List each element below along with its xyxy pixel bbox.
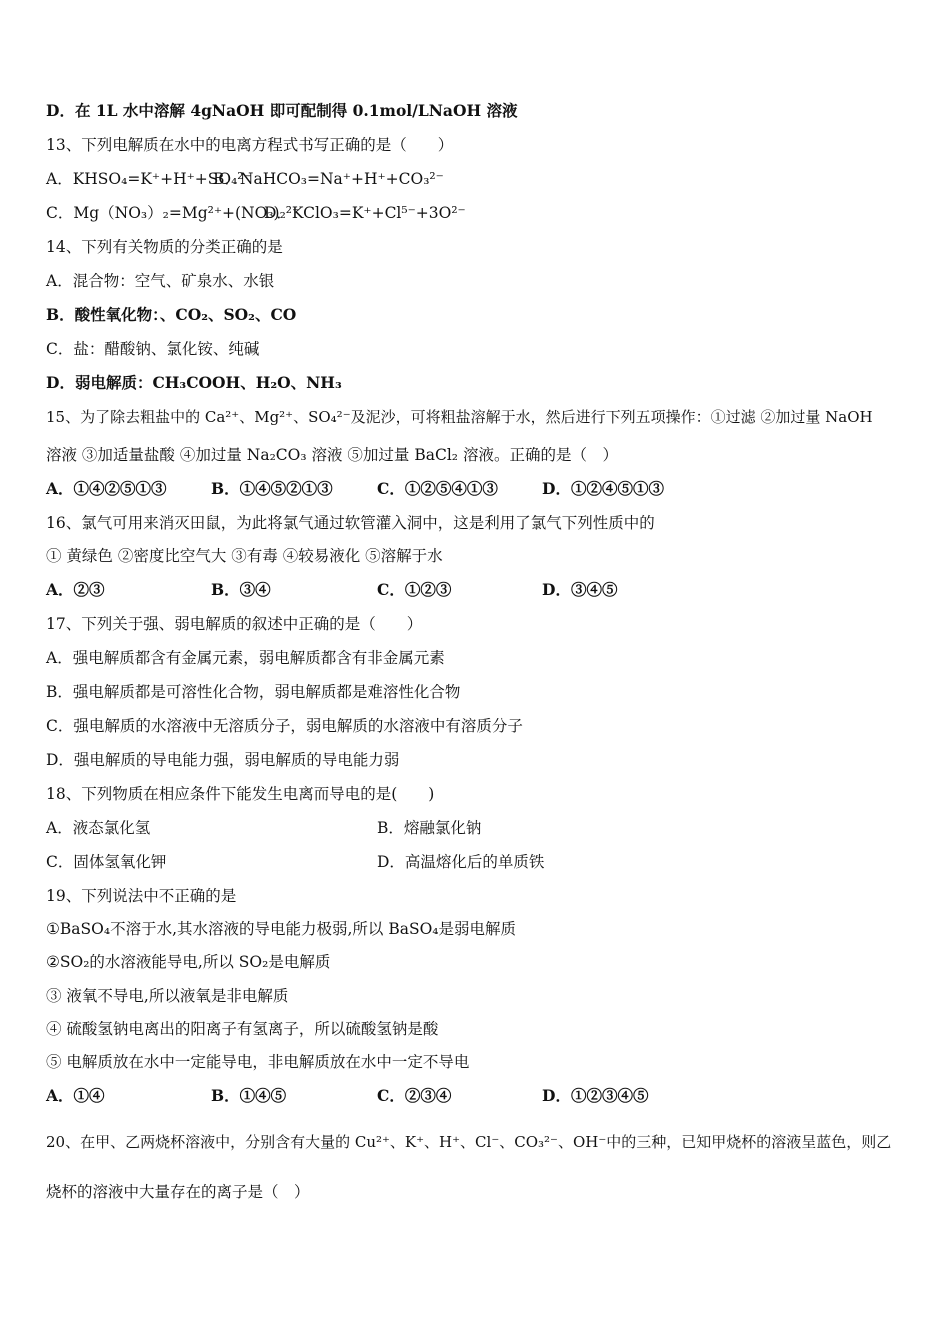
q19-option-b: B．①④⑤ — [211, 1086, 287, 1105]
q20-stem-line1: 20、在甲、乙两烧杯溶液中，分别含有大量的 Cu²⁺、K⁺、H⁺、Cl⁻、CO₃²⁻、OH⁻中的三种，已知甲烧杯的溶液呈蓝色，则乙 — [46, 1133, 892, 1151]
q13-option-b: B．NaHCO₃=Na⁺+H⁺+CO₃²⁻ — [213, 170, 444, 188]
q14-option-a: A．混合物：空气、矿泉水、水银 — [46, 272, 275, 290]
q15-option-d: D．①②④⑤①③ — [542, 479, 664, 498]
q17-option-a: A．强电解质都含有金属元素，弱电解质都含有非金属元素 — [46, 649, 445, 667]
q13-stem: 13、下列电解质在水中的电离方程式书写正确的是（ ） — [46, 136, 454, 154]
q13-option-c: C．Mg（NO₃）₂=Mg²⁺+(NO₃)₂²⁻ — [46, 204, 301, 222]
q18-option-c: C．固体氢氧化钾 — [46, 853, 167, 871]
q15-stem-line1: 15、为了除去粗盐中的 Ca²⁺、Mg²⁺、SO₄²⁻及泥沙，可将粗盐溶解于水，然后进行下列五项操作：①过滤 ②加过量 NaOH — [46, 408, 873, 426]
q19-statement-4: ④ 硫酸氢钠电离出的阳离子有氢离子，所以硫酸氢钠是酸 — [46, 1020, 439, 1038]
q16-option-c: C．①②③ — [377, 580, 452, 599]
q14-option-c: C．盐：醋酸钠、氯化铵、纯碱 — [46, 340, 260, 358]
q15-option-b: B．①④⑤②①③ — [211, 479, 333, 498]
q16-option-d: D．③④⑤ — [542, 580, 618, 599]
q16-statements: ① 黄绿色 ②密度比空气大 ③有毒 ④较易液化 ⑤溶解于水 — [46, 547, 443, 565]
q14-stem: 14、下列有关物质的分类正确的是 — [46, 238, 283, 256]
q17-option-c: C．强电解质的水溶液中无溶质分子，弱电解质的水溶液中有溶质分子 — [46, 717, 523, 735]
q13-option-a: A．KHSO₄=K⁺+H⁺+SO₄²⁻ — [46, 170, 252, 188]
q19-option-a: A．①④ — [46, 1086, 105, 1105]
q13-option-d: D．KClO₃=K⁺+Cl⁵⁻+3O²⁻ — [264, 204, 466, 222]
q18-option-a: A．液态氯化氢 — [46, 819, 151, 837]
q19-statement-1: ①BaSO₄不溶于水,其水溶液的导电能力极弱,所以 BaSO₄是弱电解质 — [46, 920, 517, 938]
q18-option-b: B．熔融氯化钠 — [377, 819, 482, 837]
q17-option-d: D．强电解质的导电能力强，弱电解质的导电能力弱 — [46, 751, 400, 769]
q15-option-a: A．①④②⑤①③ — [46, 479, 167, 498]
q16-option-a: A．②③ — [46, 580, 105, 599]
q15-option-c: C．①②⑤④①③ — [377, 479, 498, 498]
q18-option-d: D．高温熔化后的单质铁 — [377, 853, 545, 871]
q19-statement-3: ③ 液氧不导电,所以液氧是非电解质 — [46, 987, 289, 1005]
q18-stem: 18、下列物质在相应条件下能发生电离而导电的是( ) — [46, 785, 435, 803]
q19-statement-5: ⑤ 电解质放在水中一定能导电，非电解质放在水中一定不导电 — [46, 1053, 470, 1071]
q20-stem-line2: 烧杯的溶液中大量存在的离子是（ ） — [46, 1183, 310, 1201]
q19-option-c: C．②③④ — [377, 1086, 452, 1105]
q19-stem: 19、下列说法中不正确的是 — [46, 887, 237, 905]
q15-stem-line2: 溶液 ③加适量盐酸 ④加过量 Na₂CO₃ 溶液 ⑤加过量 BaCl₂ 溶液。正确的是（ ） — [46, 446, 618, 464]
q16-option-b: B．③④ — [211, 580, 271, 599]
q19-option-d: D．①②③④⑤ — [542, 1086, 649, 1105]
q17-stem: 17、下列关于强、弱电解质的叙述中正确的是（ ） — [46, 615, 423, 633]
q19-statement-2: ②SO₂的水溶液能导电,所以 SO₂是电解质 — [46, 953, 331, 971]
q17-option-b: B．强电解质都是可溶性化合物，弱电解质都是难溶性化合物 — [46, 683, 461, 701]
q14-option-d: D．弱电解质：CH₃COOH、H₂O、NH₃ — [46, 373, 342, 392]
q12-option-d: D．在 1L 水中溶解 4gNaOH 即可配制得 0.1mol/LNaOH 溶液 — [46, 101, 518, 120]
q16-stem: 16、氯气可用来消灭田鼠，为此将氯气通过软管灌入洞中，这是利用了氯气下列性质中的 — [46, 514, 655, 532]
q14-option-b: B．酸性氧化物：、CO₂、SO₂、CO — [46, 305, 297, 324]
